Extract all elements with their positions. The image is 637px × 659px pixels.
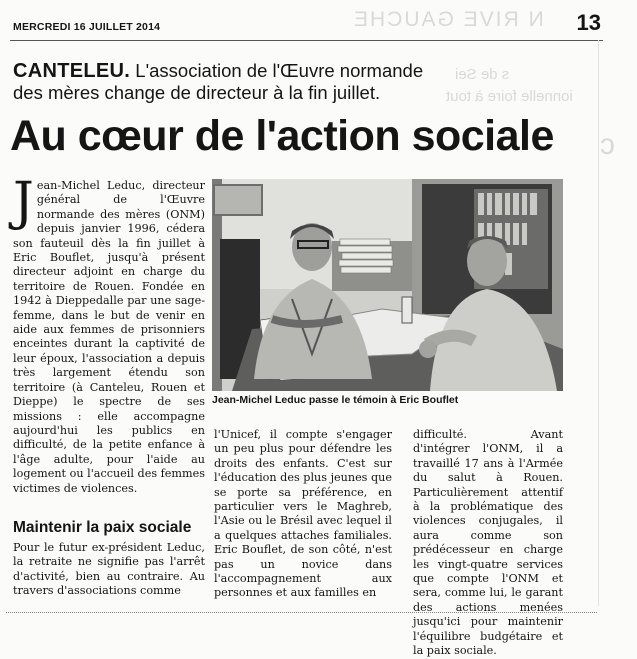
photo-illustration [212, 179, 563, 391]
bleed-through-heading: N RIVE GAUCHE [352, 8, 544, 31]
article-photo [212, 179, 563, 391]
photo-caption: Jean-Michel Leduc passe le témoin à Eric Bouflet [212, 394, 459, 406]
article-subhead: Maintenir la paix sociale [13, 519, 192, 536]
drop-cap: J [13, 172, 34, 232]
issue-date: MERCREDI 16 JUILLET 2014 [13, 21, 161, 33]
kicker-text: L'association de l'Œuvre normande des mères change de directeur à la fin juillet. [13, 60, 424, 103]
article-column-1 [13, 172, 205, 496]
article-kicker [13, 60, 433, 103]
bleed-through-letter: c [600, 128, 615, 161]
article-column-3: difficulté. Avant d'intégrer l'ONM, il a travaillé 17 ans à l'Armée du salut à Rouen. Particulièrement attentif à la problématique des violences conjugales, il aura comme son prédécesseur en charge les vingt-quatre services que compte l'ONM et sera, comme lui, le garant des actions menées jusqu'ici pour maintenir l'équilibre budgétaire et la paix sociale. [413, 428, 563, 658]
header-rule [10, 40, 603, 41]
article-lead: ean-Michel Leduc, directeur général de l'Œuvre normande des mères (ONM) depuis janvier 1996, cédera son fauteuil dès la fin juillet à Eric Bouflet, jusqu'à présent directeur adjoint en charge du territoire de Rouen. Fondée en 1942 à Dieppedalle par une sage-femme, dans le but de venir en aide aux femmes de prisonniers enceintes durant la captivité de leur époux, l'association a depuis très largement étendu son territoire (à Canteleu, Rouen et Dieppe) le spectre de ses missions : elle accompagne aujourd'hui les publics en difficulté, de la petite enfance à l'âge adulte, pour l'aide au logement ou l'accueil des femmes victimes de violences. [13, 179, 205, 495]
article-column-2: l'Unicef, il compte s'engager un peu plus pour défendre les droits des enfants. C'est sur l'éducation des plus jeunes que se porte sa préférence, en particulier vers le Maghreb, l'Asie ou le Brésil avec lequel il a quelques attaches familiales. Eric Bouflet, de son côté, n'est pas un novice dans l'accompagnement aux personnes et aux familles en [214, 428, 392, 600]
page-edge [598, 40, 599, 606]
bleed-through-line: ionnelle foire à tout [446, 88, 573, 105]
page-number: 13 [576, 10, 601, 35]
article-headline: Au cœur de l'action sociale [10, 112, 554, 160]
kicker-location: CANTELEU. [13, 60, 131, 82]
bleed-through-line: s de Sei [455, 66, 510, 83]
bottom-rule [6, 612, 597, 613]
article-column-1-end: Pour le futur ex-président Leduc, la retraite ne signifie pas l'arrêt d'activité, bien au contraire. Au travers d'associations comme [13, 541, 205, 598]
